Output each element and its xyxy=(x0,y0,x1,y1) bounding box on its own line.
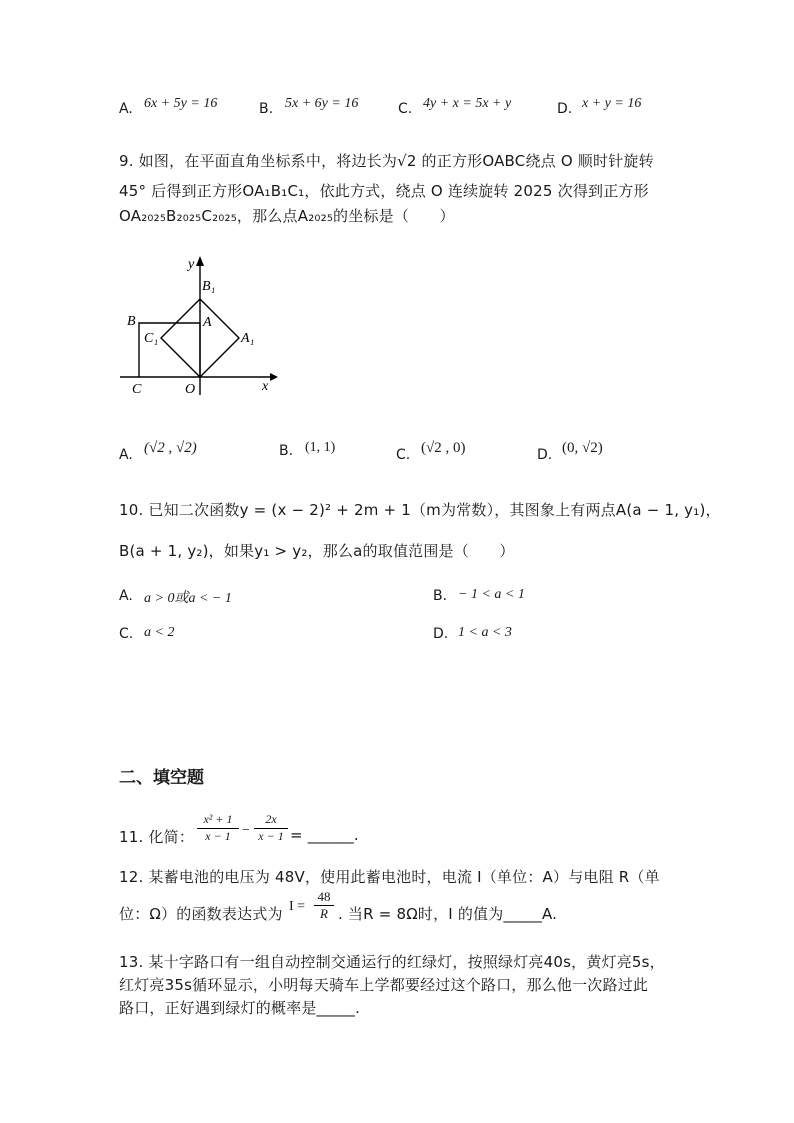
q9-option-d-letter: D. xyxy=(537,447,553,463)
x-axis-arrow xyxy=(270,373,278,381)
q9-line-2: 45° 后得到正方形OA₁B₁C₁，依此方式，绕点 O 连续旋转 2025 次得到正方形 xyxy=(119,182,649,200)
q10-option-d-expr: 1 < a < 3 xyxy=(458,625,512,640)
q11-fraction-1 xyxy=(197,812,239,844)
q12-line-1: 12. 某蓄电池的电压为 48V，使用此蓄电池时，电流 I（单位：A）与电阻 R（单 xyxy=(119,868,660,886)
q10-option-d-letter: D. xyxy=(433,626,449,642)
q9-line-3: OA₂₀₂₅B₂₀₂₅C₂₀₂₅，那么点A₂₀₂₅的坐标是（ ） xyxy=(119,207,455,225)
q9-option-c-letter: C. xyxy=(396,447,411,463)
q8-option-b-letter: B. xyxy=(259,101,274,117)
label-o: O xyxy=(185,382,196,397)
q11-suffix: = ______. xyxy=(290,826,359,844)
label-c1: C₁ xyxy=(144,331,159,346)
q11-fraction-2 xyxy=(254,812,288,844)
q11-frac1-denominator: x − 1 xyxy=(205,829,231,843)
label-b1: B₁ xyxy=(202,279,216,294)
y-axis-arrow xyxy=(196,256,204,266)
q8-option-c-letter: C. xyxy=(398,101,413,117)
q12-frac-numerator: 48 xyxy=(314,889,334,906)
label-c: C xyxy=(132,382,142,397)
q12-fraction xyxy=(314,889,334,922)
label-y: y xyxy=(188,257,195,272)
q10-option-a-letter: A. xyxy=(119,588,133,604)
q9-option-a-letter: A. xyxy=(119,447,133,463)
q10-option-b-letter: B. xyxy=(433,588,448,604)
q12-frac-denominator: R xyxy=(320,906,328,921)
q10-line-1: 10. 已知二次函数y = (x − 2)² + 2m + 1（m为常数），其图象上有两点A(a − 1, y₁)， xyxy=(119,501,721,519)
q8-option-d-expr: x + y = 16 xyxy=(582,96,642,111)
q8-option-a-expr: 6x + 5y = 16 xyxy=(144,96,218,111)
q8-option-d-letter: D. xyxy=(557,101,573,117)
q12-line-2-prefix: 位：Ω）的函数表达式为 xyxy=(119,905,283,923)
q9-line-1: 9. 如图，在平面直角坐标系中，将边长为√2 的正方形OABC绕点 O 顺时针旋转 xyxy=(119,152,654,170)
q9-option-d-expr: (0, √2) xyxy=(562,440,603,456)
q10-option-a-expr: a > 0或a < − 1 xyxy=(144,591,232,606)
q10-option-b-expr: − 1 < a < 1 xyxy=(458,587,525,602)
q12-line-2-suffix: . 当R = 8Ω时，I 的值为_____A. xyxy=(338,905,558,923)
q13-line-3: 路口，正好遇到绿灯的概率是_____. xyxy=(119,999,361,1017)
q12-formula-lhs: I = xyxy=(289,899,306,914)
q10-option-c-letter: C. xyxy=(119,626,134,642)
q9-option-b-letter: B. xyxy=(279,443,294,459)
q10-line-2: B(a + 1, y₂)，如果y₁ > y₂，那么a的取值范围是（ ） xyxy=(119,542,515,560)
q10-option-c-expr: a < 2 xyxy=(144,625,175,640)
label-a: A xyxy=(203,315,212,330)
section-heading: 二、填空题 xyxy=(119,768,204,788)
q13-line-2: 红灯亮35s循环显示，小明每天骑车上学都要经过这个路口，那么他一次路过此 xyxy=(119,976,649,994)
q9-option-c-expr: (√2 , 0) xyxy=(421,440,466,456)
q13-line-1: 13. 某十字路口有一组自动控制交通运行的红绿灯，按照绿灯亮40s，黄灯亮5s， xyxy=(119,953,665,971)
q9-option-b-expr: (1, 1) xyxy=(305,440,336,455)
q9-rotation-figure xyxy=(112,250,282,400)
q11-prefix: 11. 化简： xyxy=(119,828,195,846)
q9-option-a-expr: (√2 , √2) xyxy=(144,440,197,456)
label-b: B xyxy=(127,314,136,329)
q8-option-b-expr: 5x + 6y = 16 xyxy=(285,96,359,111)
q11-frac2-numerator: 2x xyxy=(254,812,288,829)
q11-frac1-numerator: x² + 1 xyxy=(197,812,239,829)
q11-frac2-denominator: x − 1 xyxy=(258,829,284,843)
q8-option-c-expr: 4y + x = 5x + y xyxy=(423,96,512,111)
q11-minus: − xyxy=(242,823,250,838)
label-x: x xyxy=(262,379,269,394)
label-a1: A₁ xyxy=(241,331,255,346)
q8-option-a-letter: A. xyxy=(119,101,133,117)
